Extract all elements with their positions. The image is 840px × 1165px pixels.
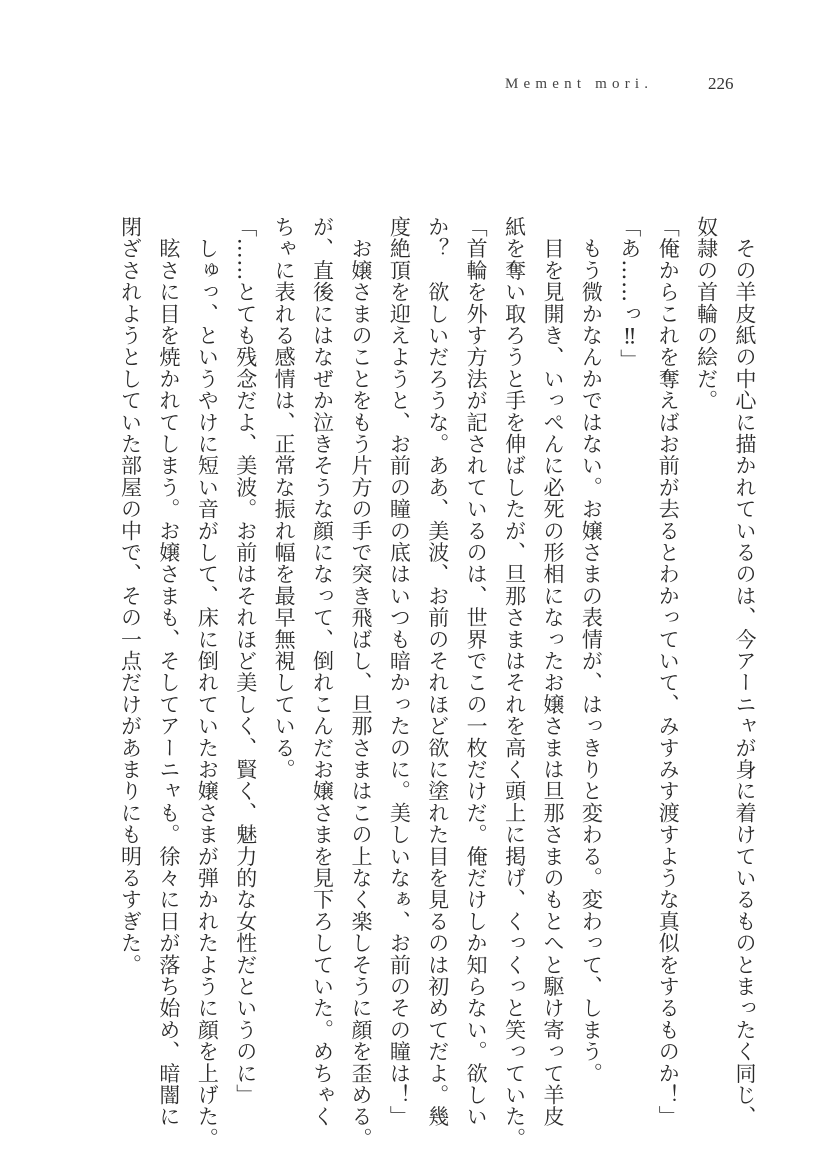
text-line: 「首輪を外す方法が記されているのは、世界でこの一枚だけだ。俺だけしか知らない。欲しい	[464, 216, 489, 1128]
text-line: が、直後にはなぜか泣きそうな顔になって、倒れこんだお嬢さまを見下ろしていた。めちゃく	[310, 216, 335, 1128]
text-line: 眩さに目を焼かれてしまう。お嬢さまも、そしてアーニャも。徐々に日が落ち始め、暗闇に	[156, 216, 181, 1128]
text-line: お嬢さまのことをもう片方の手で突き飛ばし、旦那さまはこの上なく楽しそうに顔を歪める。	[348, 216, 373, 1150]
text-line: 「俺からこれを奪えばお前が去るとわかっていて、みすみす渡すような真似をするものか！」	[656, 216, 681, 1128]
text-line: 奴隷の首輪の絵だ。	[694, 216, 719, 412]
text-line: その羊皮紙の中心に描かれているのは、今アーニャが身に着けているものとまったく同じ、	[733, 216, 757, 1128]
text-line: しゅっ、というやけに短い音がして、床に倒れていたお嬢さまが弾かれたように顔を上げた。	[195, 216, 220, 1150]
text-line: もう微かなんかではない。お嬢さまの表情が、はっきりと変わる。変わって、しまう。	[579, 216, 604, 1084]
text-line: 「……とても残念だよ、美波。お前はそれほど美しく、賢く、魅力的な女性だというのに」	[233, 216, 258, 1106]
text-line: 「あ……っ‼」	[617, 216, 642, 371]
text-line: か？ 欲しいだろうな。ああ、美波、お前のそれほど欲に塗れた目を見るのは初めてだよ。幾	[425, 216, 450, 1128]
page-number: 226	[708, 74, 734, 93]
text-line: 閉ざされようとしていた部屋の中で、その一点だけがあまりにも明るすぎた。	[118, 216, 143, 976]
text-line: 紙を奪い取ろうと手を伸ばしたが、旦那さまはそれを高く頭上に掲げ、くっくっと笑っていた。	[502, 216, 527, 1150]
text-line: 度絶頂を迎えようと、お前の瞳の底はいつも暗かったのに。美しいなぁ、お前のその瞳は！」	[387, 216, 412, 1128]
text-line: ちゃに表れる感情は、正常な振れ幅を最早無視している。	[272, 216, 297, 781]
running-title: Mement mori.	[505, 76, 654, 92]
vertical-body-text	[111, 216, 764, 1150]
text-line: 目を見開き、いっぺんに必死の形相になったお嬢さまは旦那さまのもとへと駆け寄って羊皮	[540, 216, 565, 1128]
